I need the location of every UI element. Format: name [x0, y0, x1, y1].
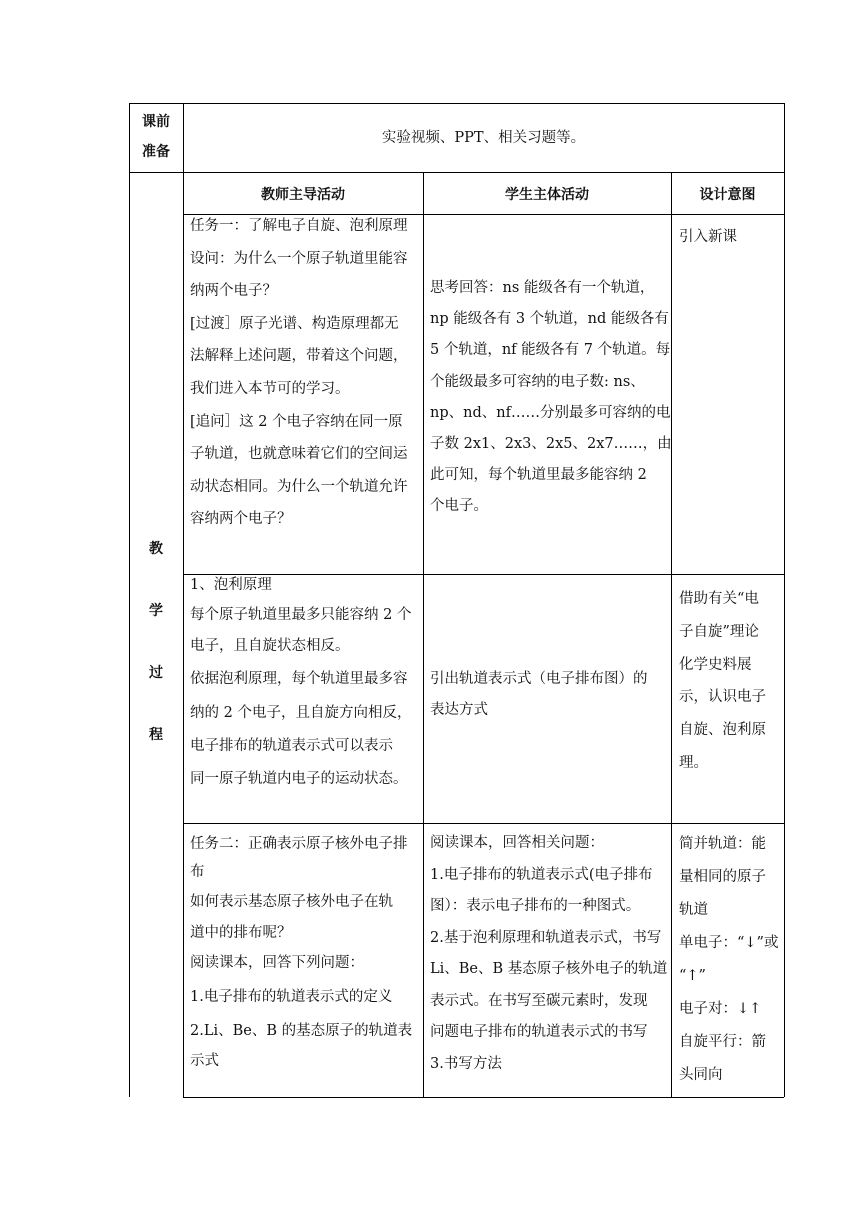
process-label-char: 学 — [149, 603, 163, 619]
text-line: 表示式。在书写至碳元素时，发现 — [430, 992, 648, 1009]
text-line: 简并轨道：能 — [679, 836, 766, 852]
table-border-top — [129, 103, 784, 104]
row1-student-cell — [430, 273, 672, 523]
text-line: 布 — [190, 864, 205, 880]
label-column-divider — [183, 103, 184, 1097]
text-line: 单电子：“↓”或 — [679, 935, 779, 951]
text-line: 电子排布的轨道表示式可以表示 — [190, 738, 393, 754]
text-line: 任务二：正确表示原子核外电子排 — [190, 836, 408, 852]
table-border-bottom — [183, 1097, 784, 1098]
text-line: 3.书写方法 — [430, 1055, 502, 1072]
teacher-student-divider — [423, 172, 424, 1097]
text-line: 1、泡利原理 — [190, 577, 272, 593]
text-line: 每个原子轨道里最多只能容纳 2 个 — [190, 607, 412, 623]
text-line: 电子对：↓↑ — [679, 1001, 762, 1017]
prep-label-line: 课前 — [142, 114, 170, 130]
text-line: 自旋平行：箭 — [679, 1034, 766, 1050]
prep-row-bottom — [129, 172, 784, 173]
text-line: 子数 2x1、2x3、2x5、2x7……，由 — [430, 436, 672, 453]
row1-teacher-cell — [190, 210, 408, 536]
text-line: 思考回答：ns 能级各有一个轨道， — [430, 280, 655, 296]
process-label-char: 教 — [149, 541, 163, 557]
text-line: 纳的 2 个电子，且自旋方向相反， — [190, 705, 412, 721]
text-line: 我们进入本节可的学习。 — [190, 380, 350, 397]
text-line: 量相同的原子 — [679, 869, 766, 885]
text-line: 此可知，每个轨道里最多能容纳 2 — [430, 467, 647, 484]
text-line: 纳两个电子？ — [190, 283, 277, 300]
text-line: 引入新课 — [679, 229, 737, 245]
text-line: 理。 — [679, 754, 708, 771]
text-line: 同一原子轨道内电子的运动状态。 — [190, 771, 408, 787]
text-line: 如何表示基态原子核外电子在轨 — [190, 894, 393, 910]
row1-intent-cell — [679, 222, 737, 253]
text-line: 图）：表示电子排布的一种图式。 — [430, 898, 641, 914]
prep-content: 实验视频、PPT、相关习题等。 — [381, 130, 586, 146]
text-line: 1.电子排布的轨道表示式的定义 — [190, 989, 393, 1005]
header-intent: 设计意图 — [699, 187, 756, 203]
text-line: 引出轨道表示式（电子排布图）的 — [430, 671, 648, 687]
text-line: 设问：为什么一个原子轨道里能容 — [190, 250, 408, 267]
text-line: 阅读课本，回答相关问题： — [430, 835, 604, 851]
text-line: 个电子。 — [430, 498, 488, 515]
text-line: [追问］这 2 个电子容纳在同一原 — [190, 413, 403, 430]
text-line: [过渡］原子光谱、构造原理都无 — [190, 315, 399, 332]
text-line: 任务一：了解电子自旋、泡利原理 — [190, 218, 408, 234]
process-label-char: 程 — [149, 727, 163, 743]
process-label-char: 过 — [149, 665, 163, 681]
text-line: 法解释上述问题，带着这个问题， — [190, 348, 408, 365]
text-line: 轨道 — [679, 902, 708, 918]
header-teacher: 教师主导活动 — [261, 187, 345, 203]
prep-label — [129, 107, 183, 167]
text-line: 阅读课本，回答下列问题： — [190, 955, 364, 971]
row3-intent-cell — [679, 828, 778, 1092]
text-line: 动状态相同。为什么一个轨道允许 — [190, 478, 408, 495]
text-line: 化学史料展 — [679, 656, 752, 673]
text-line: 电子，且自旋状态相反。 — [190, 638, 350, 654]
text-line: 2.基于泡利原理和轨道表示式，书写 — [430, 929, 662, 946]
text-line: 问题电子排布的轨道表示式的书写 — [430, 1024, 648, 1040]
text-line: 道中的排布呢？ — [190, 925, 292, 941]
text-line: 2.Li、Be、B 的基态原子的轨道表 — [190, 1023, 413, 1039]
text-line: 头同向 — [679, 1067, 723, 1083]
text-line: 借助有关“电 — [679, 591, 759, 607]
row2-teacher-cell — [190, 570, 411, 796]
text-line: 示式 — [190, 1053, 219, 1069]
text-line: 自旋、泡利原 — [679, 722, 766, 739]
row3-student-cell — [430, 828, 667, 1080]
text-line: 子自旋”理论 — [679, 623, 759, 640]
text-line: 示，认识电子 — [679, 689, 766, 706]
text-line: 1.电子排布的轨道表示式(电子排布 — [430, 866, 653, 883]
row2-bottom — [183, 823, 784, 824]
prep-label-line: 准备 — [142, 144, 170, 160]
row2-student-cell — [430, 664, 648, 726]
table-border-right — [784, 103, 785, 1097]
row3-teacher-cell — [190, 829, 412, 1074]
text-line: 依据泡利原理，每个轨道里最多容 — [190, 671, 408, 687]
process-label — [129, 518, 183, 766]
row2-intent-cell — [679, 583, 766, 780]
text-line: 子轨道，也就意味着它们的空间运 — [190, 446, 408, 463]
text-line: 容纳两个电子？ — [190, 511, 292, 528]
text-line: Li、Be、B 基态原子核外电子的轨道 — [430, 961, 668, 977]
text-line: 个能级最多可容纳的电子数: ns、 — [430, 373, 645, 390]
text-line: 表达方式 — [430, 702, 488, 718]
text-line: np、nd、nf……分别最多可容纳的电 — [430, 404, 671, 421]
text-line: np 能级各有 3 个轨道，nd 能级各有 — [430, 311, 669, 328]
text-line: “↑” — [679, 968, 706, 984]
header-student: 学生主体活动 — [505, 187, 589, 203]
text-line: 5 个轨道，nf 能级各有 7 个轨道。每 — [430, 342, 671, 359]
